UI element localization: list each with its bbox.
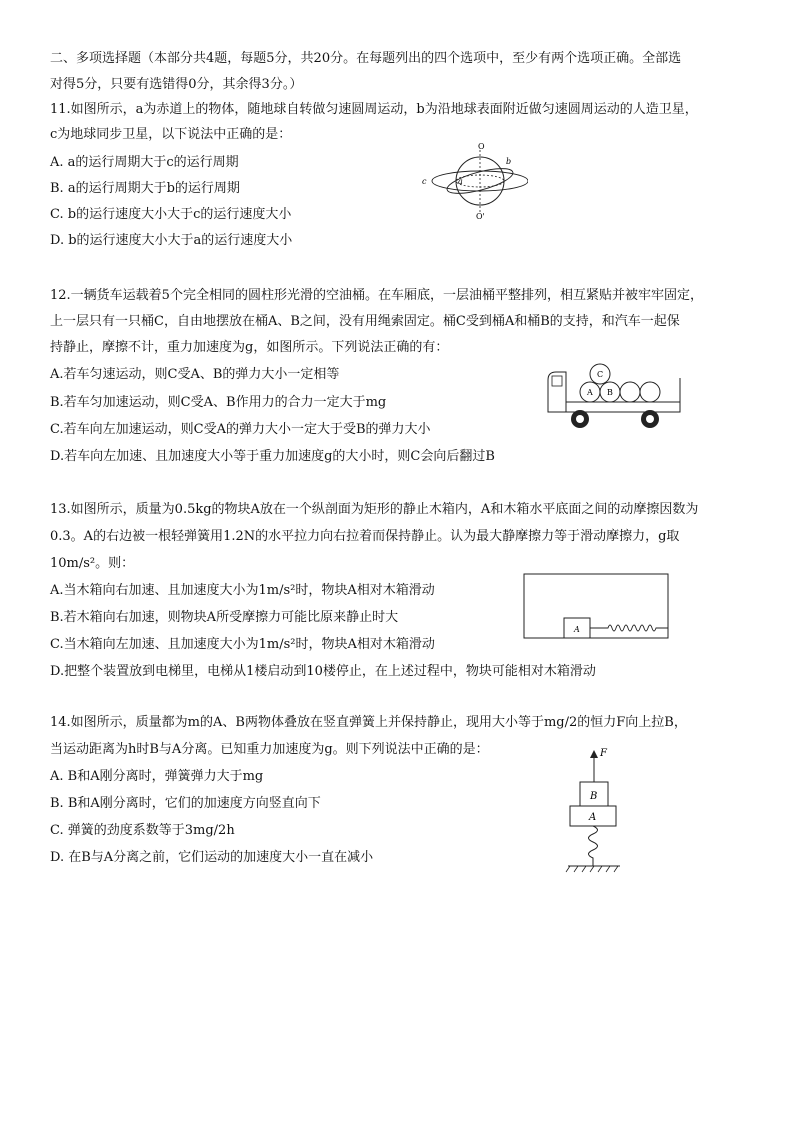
q11-earth-orbit-figure [418, 140, 528, 220]
section-header-line-2: 对得5分，只要有选错得0分，其余得3分。） [50, 77, 303, 92]
q11-label-o: O [478, 142, 485, 151]
q14-label-a: A [589, 812, 597, 823]
q12-stem-line-3: 持静止，摩擦不计，重力加速度为g，如图所示。下列说法正确的有： [50, 340, 449, 355]
q13-option-c: C.当木箱向左加速、且加速度大小为1m/s²时，物块A相对木箱滑动 [50, 637, 435, 652]
q14-option-c: C. 弹簧的劲度系数等于3mg/2h [50, 823, 235, 838]
q14-stacked-blocks-spring-figure [558, 742, 628, 874]
q12-option-a: A.若车匀速运动，则C受A、B的弹力大小一定相等 [50, 367, 340, 382]
q13-option-b: B.若木箱向右加速，则物块A所受摩擦力可能比原来静止时大 [50, 610, 399, 625]
q14-option-a: A. B和A刚分离时，弹簧弹力大于mg [50, 769, 264, 784]
q13-option-a: A.当木箱向右加速、且加速度大小为1m/s²时，物块A相对木箱滑动 [50, 583, 435, 598]
q13-box-spring-figure [522, 572, 672, 642]
q11-stem-line-2: c为地球同步卫星，以下说法中正确的是： [50, 127, 292, 142]
q13-stem-line-1: 13.如图所示，质量为0.5kg的物块A放在一个纵剖面为矩形的静止木箱内，A和木箱水平底面之间的动摩擦因数为 [50, 502, 699, 517]
q12-truck-figure [546, 358, 686, 430]
q14-label-f: F [600, 748, 607, 759]
q12-option-d: D.若车向左加速、且加速度大小等于重力加速度g的大小时，则C会向后翻过B [50, 449, 495, 464]
q11-label-c: c [422, 177, 427, 186]
q11-label-o-prime: O' [476, 212, 485, 220]
q12-option-c: C.若车向左加速运动，则C受A的弹力大小一定大于受B的弹力大小 [50, 422, 431, 437]
q13-label-a: A [574, 625, 580, 634]
q11-option-c: C. b的运行速度大小大于c的运行速度大小 [50, 207, 292, 222]
q14-option-d: D. 在B与A分离之前，它们运动的加速度大小一直在减小 [50, 850, 374, 865]
q11-stem-line-1: 11.如图所示，a为赤道上的物体，随地球自转做匀速圆周运动，b为沿地球表面附近做匀速圆周运动的人造卫星， [50, 102, 698, 117]
q14-label-b: B [590, 791, 598, 802]
q11-option-b: B. a的运行周期大于b的运行周期 [50, 181, 240, 196]
q14-stem-line-1: 14.如图所示，质量都为m的A、B两物体叠放在竖直弹簧上并保持静止，现用大小等于mg/2的恒力F向上拉B， [50, 715, 687, 730]
q12-label-c: C [597, 370, 604, 379]
q13-option-d: D.把整个装置放到电梯里，电梯从1楼启动到10楼停止，在上述过程中，物块可能相对木箱滑动 [50, 664, 596, 679]
q14-stem-line-2: 当运动距离为h时B与A分离。已知重力加速度为g。则下列说法中正确的是： [50, 742, 489, 757]
q11-label-a: a [458, 177, 463, 186]
section-header-line-1: 二、多项选择题（本部分共4题，每题5分，共20分。在每题列出的四个选项中，至少有两个选项正确。全部选 [50, 51, 682, 66]
q12-label-b: B [607, 388, 613, 397]
q11-option-a: A. a的运行周期大于c的运行周期 [50, 155, 239, 170]
q13-stem-line-3: 10m/s²。则： [50, 556, 135, 571]
q12-option-b: B.若车匀加速运动，则C受A、B作用力的合力一定大于mg [50, 395, 387, 410]
q13-stem-line-2: 0.3。A的右边被一根轻弹簧用1.2N的水平拉力向右拉着而保持静止。认为最大静摩擦力等于滑动摩擦力，g取 [50, 529, 680, 544]
q12-stem-line-1: 12.一辆货车运载着5个完全相同的圆柱形光滑的空油桶。在车厢底，一层油桶平整排列，相互紧贴并被牢牢固定， [50, 288, 703, 303]
q11-label-b: b [506, 157, 512, 166]
q14-option-b: B. B和A刚分离时，它们的加速度方向竖直向下 [50, 796, 321, 811]
q11-option-d: D. b的运行速度大小大于a的运行速度大小 [50, 233, 293, 248]
q12-label-a: A [587, 388, 593, 397]
q12-stem-line-2: 上一层只有一只桶C，自由地摆放在桶A、B之间，没有用绳索固定。桶C受到桶A和桶B的支持，和汽车一起保 [50, 314, 680, 329]
